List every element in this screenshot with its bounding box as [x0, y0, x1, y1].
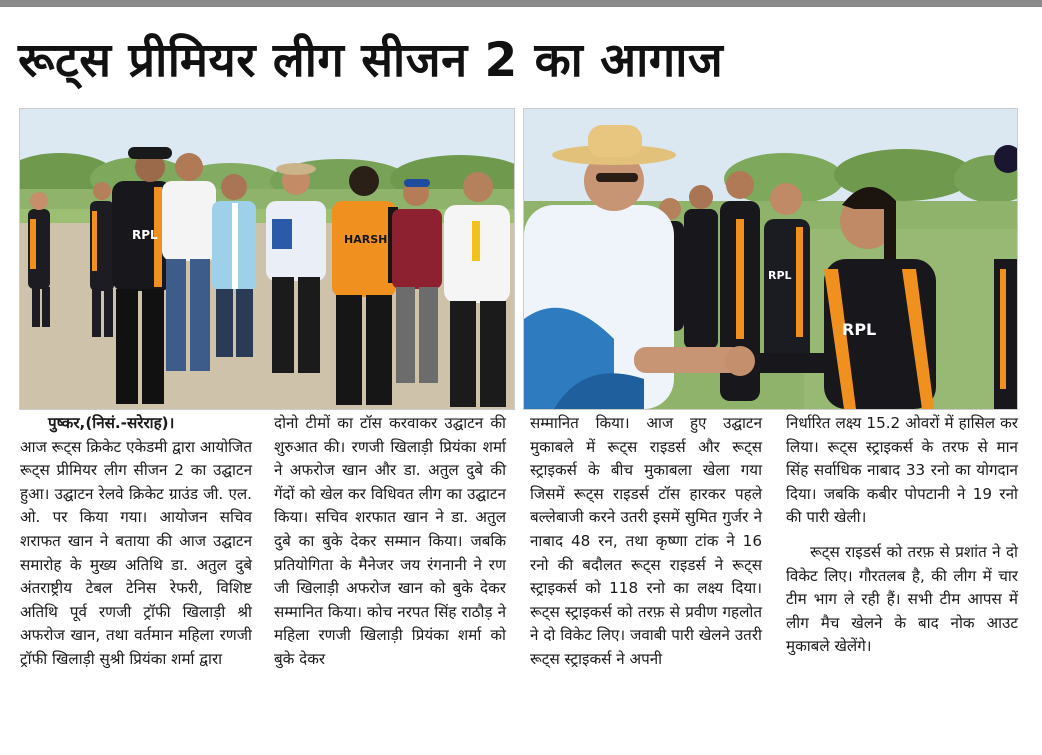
page-title: रूट्स प्रीमियर लीग सीजन 2 का आगाज	[18, 33, 724, 88]
photo-handshake	[523, 108, 1018, 410]
jersey-logo-large: RPL	[842, 320, 877, 339]
column-1-text: आज रूट्स क्रिकेट एकेडमी द्वारा आयोजित रूट्स प्रीमियर लीग सीजन 2 का उद्घाटन हुआ। उद्घाटन रेलवे क्रिकेट ग्राउंड जी. एल. ओ. पर किया गया। आयोजन सचिव शराफत खान ने बताया की आज उद्घाटन समारोह के मुख्य अतिथि डा. अतुल दुबे अंतराष्ट्रीय टेबल टेनिस रेफरी, विशिष्ट अतिथि पूर्व रणजी ट्रॉफी खिलाड़ी श्री अफरोज खान, तथा वर्तमान महिला रणजी ट्रॉफी खिलाड़ी सुश्री प्रियंका शर्मा द्वारा	[20, 437, 252, 668]
article-column-4	[786, 412, 1018, 659]
jersey-logo-small: RPL	[768, 269, 792, 282]
column-4-text-a: निर्धारित लक्ष्य 15.2 ओवरों में हासिल कर लिया। रूट्स स्ट्राइकर्स के तरफ से मान सिंह सर्वाधिक नाबाद 33 रनो का योगदान दिया। जबकि कबीर पोपटानी ने 19 रनो की पारी खेली।	[786, 414, 1018, 527]
photo-inauguration-lineup	[19, 108, 515, 410]
column-2-text: दोनो टीमों का टॉस करवाकर उद्घाटन की शुरुआत की। रणजी खिलाड़ी प्रियंका शर्मा ने अफरोज खान और डा. अतुल दुबे की गेंदों को खेल कर विधिवत लीग का उद्घाटन किया। सचिव शरफात खान ने डा. अतुल दुबे का बुके देकर सम्मान किया। जबकि प्रतियोगिता के मैनेजर जय रंगनानी ने रण जी खिलाड़ी अफरोज खान को बुके देकर सम्मानित किया। कोच नरपत सिंह राठौड़ ने महिला रणजी खिलाड़ी प्रियंका शर्मा को बुके देकर	[274, 414, 506, 668]
article-column-3	[530, 412, 762, 672]
article-column-2	[274, 412, 506, 672]
jersey-logo: RPL	[132, 228, 158, 242]
column-4-text-b: रूट्स राइडर्स को तरफ़ से प्रशांत ने दो विकेट लिए। गौरतलब है, की लीग में चार टीम भाग ले रही हैं। सभी टीम आपस में लीग मैच खेलने के बाद नोक आउट मुकाबले खेलेंगे।	[786, 542, 1018, 656]
jersey-back-text: HARSH	[344, 233, 388, 246]
top-rule	[0, 0, 1042, 7]
dateline: पुष्कर,(निसं.-सरेराह)।	[48, 414, 175, 432]
article-column-1	[20, 412, 252, 672]
column-3-text: सम्मानित किया। आज हुए उद्घाटन मुकाबले में रूट्स राइडर्स और रूट्स स्ट्राइकर्स के बीच मुकाबला खेला गया जिसमें रूट्स राइडर्स टॉस हारकर पहले बल्लेबाजी करने उतरी इसमें सुमित गुर्जर ने नाबाद 48 रन, तथा कृष्णा टांक ने 16 रनो की बदौलत रूट्स राइडर्स ने रूट्स स्ट्राइकर्स को 118 रनो का लक्ष्य दिया। रूट्स स्ट्राइकर्स को तरफ़ से प्रवीण गहलोत ने दो विकेट लिए। जवाबी पारी खेलने उतरी रूट्स स्ट्राइकर्स ने अपनी	[530, 414, 762, 668]
